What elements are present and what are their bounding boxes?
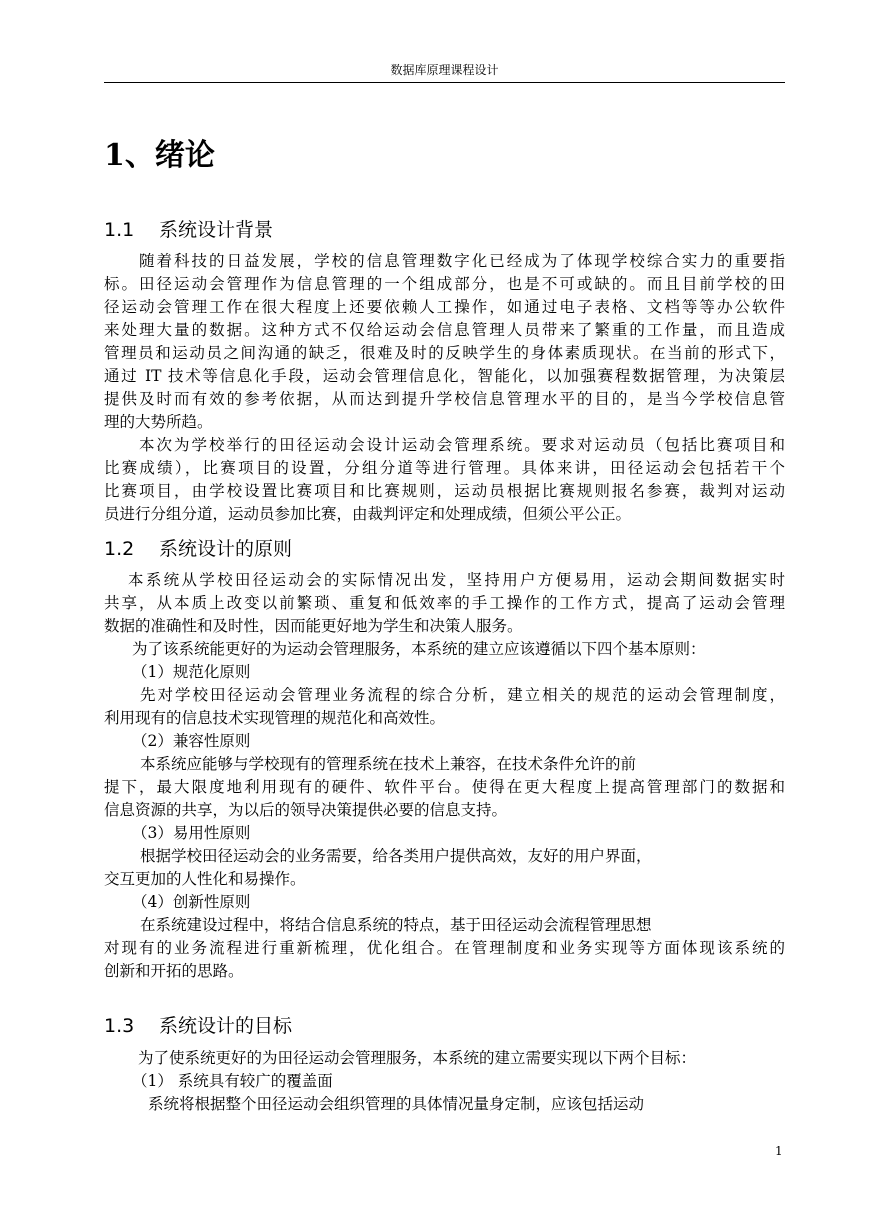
paragraph-line: 数据的准确性和及时性，因而能更好地为学生和决策人服务。 — [104, 617, 523, 635]
paragraph-line: 为了该系统能更好的为运动会管理服务，本系统的建立应该遵循以下四个基本原则： — [132, 640, 706, 658]
paragraph-line: 本系统从学校田径运动会的实际情况出发，坚持用户方便易用，运动会期间数据实时 — [128, 571, 785, 589]
list-label: （4）创新性原则 — [132, 893, 251, 911]
section-number: 1.2 — [104, 538, 135, 560]
paragraph-line: 本系统应能够与学校现有的管理系统在技术上兼容，在技术条件允许的前 — [140, 755, 637, 773]
paragraph-line: 管理员和运动员之间沟通的缺乏，很难及时的反映学生的身体素质现状。在当前的形式下， — [104, 344, 785, 362]
paragraph-line: 系统将根据整个田径运动会组织管理的具体情况量身定制，应该包括运动 — [148, 1095, 645, 1113]
paragraph-line: 交互更加的人性化和易操作。 — [104, 870, 306, 888]
paragraph-line: 提下，最大限度地利用现有的硬件、软件平台。使得在更大程度上提高管理部门的数据和 — [104, 778, 785, 796]
section-heading-1-2 — [104, 536, 292, 562]
paragraph-line: 根据学校田径运动会的业务需要，给各类用户提供高效，友好的用户界面， — [140, 847, 652, 865]
running-header: 数据库原理课程设计 — [390, 63, 499, 77]
paragraph-line: 比赛项目，由学校设置比赛项目和比赛规则，运动员根据比赛规则报名参赛，裁判对运动 — [104, 482, 785, 500]
paragraph-line: 为了使系统更好的为田径运动会管理服务，本系统的建立需要实现以下两个目标： — [138, 1049, 697, 1067]
paragraph-line: 先对学校田径运动会管理业务流程的综合分析，建立相关的规范的运动会管理制度， — [140, 686, 785, 704]
paragraph-line: 信息资源的共享，为以后的领导决策提供必要的信息支持。 — [104, 801, 508, 819]
section-number: 1.3 — [104, 1015, 135, 1037]
paragraph-line: 来处理大量的数据。这种方式不仅给运动会信息管理人员带来了繁重的工作量，而且造成 — [104, 321, 785, 339]
paragraph-line: 标。田径运动会管理作为信息管理的一个组成部分，也是不可或缺的。而且目前学校的田 — [104, 275, 785, 293]
list-label: （2）兼容性原则 — [132, 732, 251, 750]
paragraph-line: 本次为学校举行的田径运动会设计运动会管理系统。要求对运动员（包括比赛项目和 — [139, 436, 785, 454]
paragraph-line: 对现有的业务流程进行重新梳理，优化组合。在管理制度和业务实现等方面体现该系统的 — [104, 939, 785, 957]
list-label: （1）规范化原则 — [132, 663, 251, 681]
paragraph-line: 提供及时而有效的参考依据，从而达到提升学校信息管理水平的目的，是当今学校信息管 — [104, 390, 785, 408]
paragraph-line: 在系统建设过程中，将结合信息系统的特点，基于田径运动会流程管理思想 — [140, 916, 652, 934]
section-title: 系统设计的原则 — [159, 538, 293, 560]
list-label: （1） 系统具有较广的覆盖面 — [132, 1072, 333, 1090]
section-title: 系统设计的目标 — [159, 1015, 293, 1037]
paragraph-line: 通过 IT 技术等信息化手段，运动会管理信息化，智能化，以加强赛程数据管理，为决策层 — [104, 367, 785, 385]
chapter-title: 1、绪论 — [104, 138, 215, 173]
section-heading-1-3 — [104, 1013, 292, 1039]
paragraph-line: 比赛成绩），比赛项目的设置，分组分道等进行管理。具体来讲，田径运动会包括若干个 — [104, 459, 785, 477]
paragraph-line: 理的大势所趋。 — [104, 413, 213, 431]
page-number: 1 — [775, 1144, 783, 1158]
paragraph-line: 员进行分组分道，运动员参加比赛，由裁判评定和处理成绩，但须公平公正。 — [104, 505, 632, 523]
paragraph-line: 随着科技的日益发展，学校的信息管理数字化已经成为了体现学校综合实力的重要指 — [139, 252, 785, 270]
header-rule — [104, 82, 785, 83]
paragraph-line: 径运动会管理工作在很大程度上还要依赖人工操作，如通过电子表格、文档等等办公软件 — [104, 298, 785, 316]
list-label: （3）易用性原则 — [132, 824, 251, 842]
section-heading-1-1 — [104, 217, 273, 243]
paragraph-line: 利用现有的信息技术实现管理的规范化和高效性。 — [104, 709, 446, 727]
paragraph-line: 创新和开拓的思路。 — [104, 962, 244, 980]
section-title: 系统设计背景 — [159, 219, 274, 241]
paragraph-line: 共享，从本质上改变以前繁琐、重复和低效率的手工操作的工作方式，提高了运动会管理 — [104, 594, 785, 612]
section-number: 1.1 — [104, 219, 135, 241]
